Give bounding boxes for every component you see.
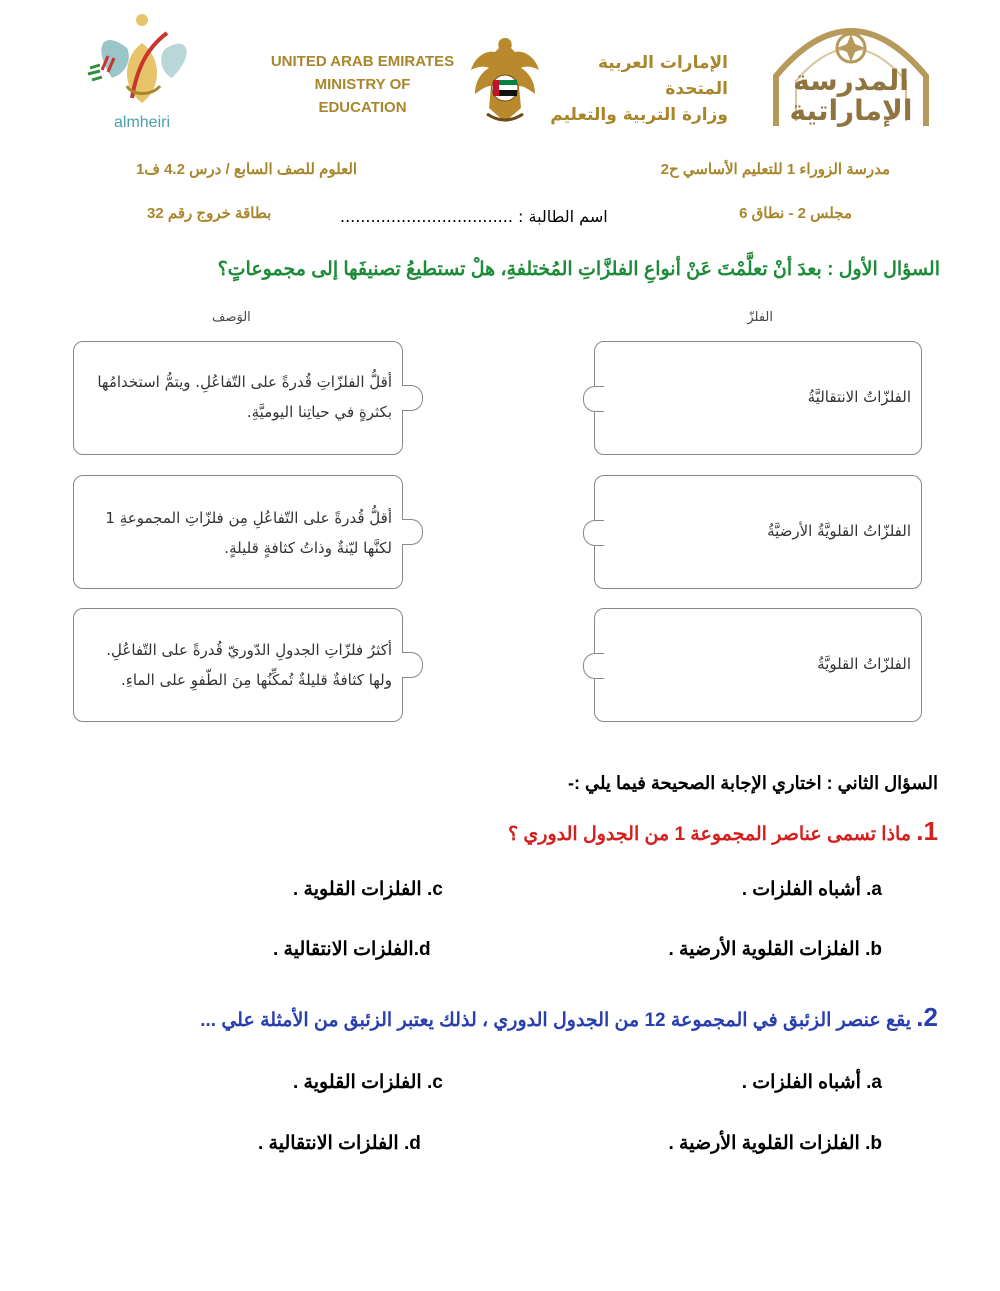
option-text: الفلزات القلوية . — [293, 1072, 427, 1093]
item-number: 2. — [916, 1002, 938, 1032]
description-card-2[interactable] — [73, 475, 403, 589]
almheiri-logo — [72, 8, 212, 138]
description-text — [82, 635, 392, 695]
description-line: لكنَّها ليّنةٌ وذاتُ كثافةٍ قليلةٍ. — [224, 539, 392, 557]
metal-card-alkaline-earth[interactable] — [594, 475, 922, 589]
description-line: بكثرةٍ في حياتِنا اليوميَّةِ. — [246, 403, 392, 421]
description-card-3[interactable] — [73, 608, 403, 722]
description-line: أقلُّ قُدرةً على التّفاعُلِ مِن فلزّاتِ المجموعةِ 1 — [105, 509, 392, 527]
option-letter: a. — [866, 879, 882, 900]
question-2-title: السؤال الثاني : اختاري الإجابة الصحيحة فيما يلي :- — [567, 773, 938, 793]
metal-name: الفلزّاتُ القلويَّةُ — [817, 655, 911, 673]
option-text: الفلزات الانتقالية . — [258, 1133, 404, 1154]
description-column-header: الوَصف — [212, 310, 251, 325]
option-letter: b. — [865, 1133, 882, 1154]
school-name: مدرسة الزوراء 1 للتعليم الأساسي ح2 — [660, 161, 890, 178]
question-2-item-1 — [508, 816, 938, 847]
item-text: ماذا تسمى عناصر المجموعة 1 من الجدول الدوري ؟ — [508, 824, 912, 845]
puzzle-tab — [402, 519, 423, 545]
ministry-ar-line1: الإمارات العربية المتحدة — [597, 53, 728, 99]
item-1-option-a[interactable] — [742, 878, 882, 901]
item-1-option-c[interactable] — [293, 878, 443, 901]
metal-name: الفلزّاتُ الانتقاليَّةُ — [807, 388, 911, 406]
option-text: أشباه الفلزات . — [741, 879, 867, 900]
item-1-option-d[interactable] — [273, 938, 431, 961]
eagle-emblem-icon — [465, 30, 545, 130]
item-1-option-b[interactable] — [668, 938, 882, 961]
exit-card-number: بطاقة خروج رقم 32 — [147, 205, 272, 222]
question-1-title: السؤال الأول : بعدَ أنْ تعلَّمْتَ عَنْ أنواعِ الفلزَّاتِ المُختلفةِ، هلْ تستطيعُ تصنيفَها إلى مجموعاتٍ؟ — [217, 259, 940, 280]
emirati-school-logo — [766, 6, 936, 136]
metal-name: الفلزّاتُ القلويَّةُ الأرضيَّةُ — [767, 522, 911, 540]
item-text: يقع عنصر الزئبق في المجموعة 12 من الجدول الدوري ، لذلك يعتبر الزئبق من الأمثلة علي ... — [200, 1010, 912, 1031]
description-card-1[interactable] — [73, 341, 403, 455]
item-2-option-d[interactable] — [258, 1132, 421, 1155]
description-line: أقلُّ الفلزّاتِ قُدرةً على التّفاعُلِ. ويتمُّ استخدامُها — [97, 373, 392, 391]
ministry-ar-line2: وزارة التربية والتعليم — [550, 105, 728, 125]
question-2-item-2 — [200, 1002, 938, 1033]
puzzle-tab — [402, 652, 423, 678]
option-letter: d. — [413, 939, 431, 960]
puzzle-tab — [402, 385, 423, 411]
ministry-en-line2: MINISTRY OF EDUCATION — [314, 76, 411, 116]
item-2-option-a[interactable] — [742, 1071, 882, 1094]
item-number: 1. — [916, 816, 938, 846]
uae-emblem — [465, 30, 545, 130]
school-logo-line1: المدرسة — [793, 64, 909, 97]
puzzle-slot — [583, 386, 604, 412]
option-letter: d. — [403, 1133, 421, 1154]
item-2-option-c[interactable] — [293, 1071, 443, 1094]
ministry-arabic — [548, 50, 728, 128]
metal-card-alkali[interactable] — [594, 608, 922, 722]
description-text — [82, 367, 392, 427]
metal-card-transition[interactable] — [594, 341, 922, 455]
option-text: أشباه الفلزات . — [741, 1072, 867, 1093]
student-name-field[interactable]: اسم الطالبة : .................................. — [340, 207, 608, 226]
description-line: ولها كثافةٌ قليلةٌ تُمكِّنُها مِنَ الطّفوِ على الماءِ. — [121, 671, 392, 689]
option-text: الفلزات القلوية الأرضية . — [668, 1133, 866, 1154]
ministry-english — [270, 50, 455, 119]
option-letter: c. — [427, 1072, 443, 1093]
council-label: مجلس 2 - نطاق 6 — [739, 205, 852, 222]
option-text: الفلزات القلوية . — [293, 879, 427, 900]
almheiri-logo-text: almheiri — [114, 114, 171, 131]
school-logo-line2: الإماراتية — [789, 94, 913, 127]
puzzle-slot — [583, 520, 604, 546]
subject-lesson: العلوم للصف السابع / درس 4.2 ف1 — [136, 161, 358, 178]
option-text: الفلزات القلوية الأرضية . — [668, 939, 866, 960]
option-text: الفلزات الانتقالية . — [273, 939, 414, 960]
item-2-option-b[interactable] — [668, 1132, 882, 1155]
option-letter: c. — [427, 879, 443, 900]
metal-column-header: الفلزّ — [747, 310, 773, 325]
option-letter: a. — [866, 1072, 882, 1093]
option-letter: b. — [865, 939, 882, 960]
description-text — [82, 503, 392, 563]
ministry-en-line1: UNITED ARAB EMIRATES — [270, 53, 455, 70]
description-line: أكثرُ فلزّاتِ الجدولِ الدّوريّ قُدرةً على التّفاعُلِ. — [106, 641, 392, 659]
school-logo-text — [784, 66, 918, 126]
puzzle-slot — [583, 653, 604, 679]
